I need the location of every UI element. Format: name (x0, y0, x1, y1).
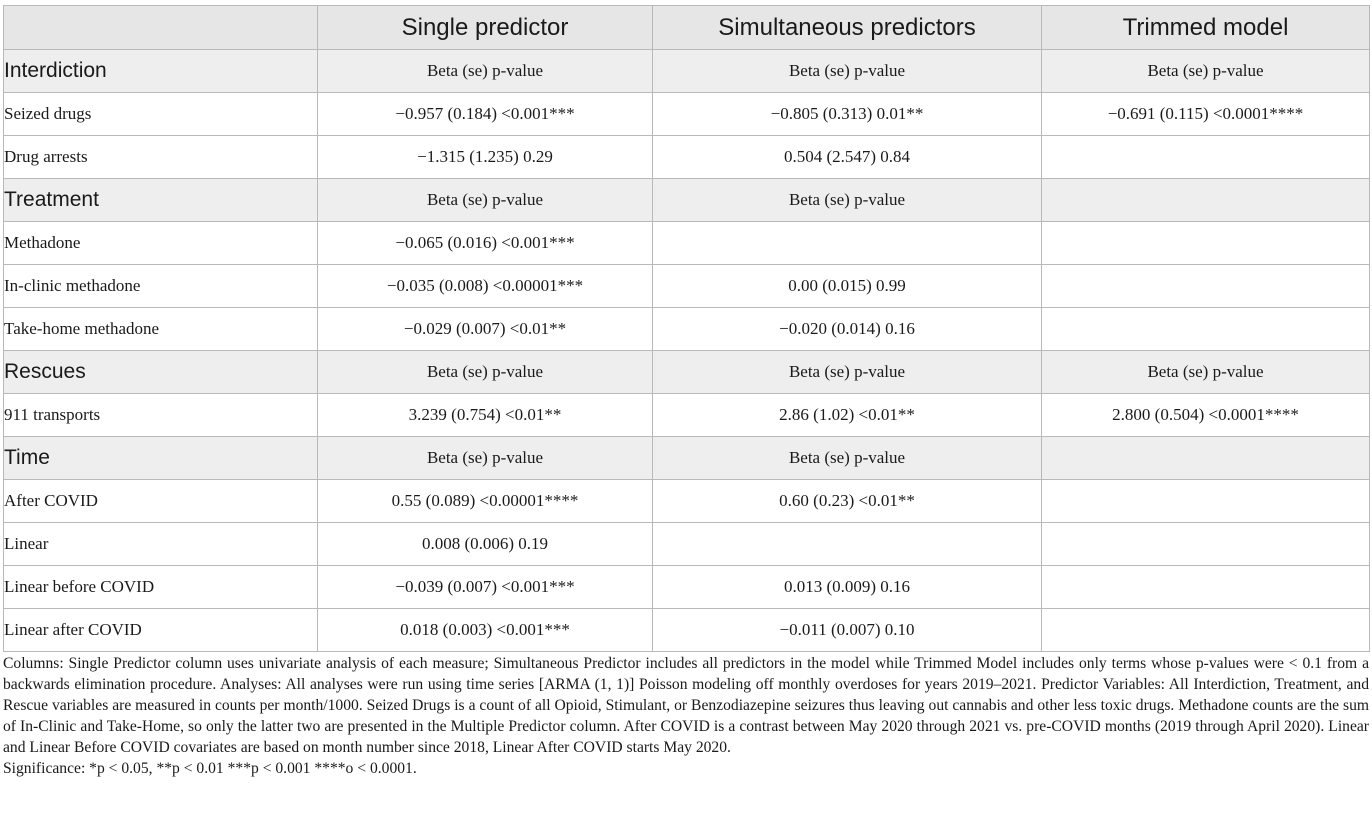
value-cell: −0.065 (0.016) <0.001*** (318, 222, 653, 265)
section-row-treatment (4, 179, 1370, 222)
value-cell: 0.00 (0.015) 0.99 (653, 265, 1042, 308)
row-label: In-clinic methadone (4, 265, 318, 308)
subheader-cell: Beta (se) p-value (318, 179, 653, 222)
value-cell (653, 523, 1042, 566)
section-label: Treatment (4, 179, 318, 222)
row-label: Take-home methadone (4, 308, 318, 351)
section-row-interdiction (4, 50, 1370, 93)
value-cell: −0.020 (0.014) 0.16 (653, 308, 1042, 351)
subheader-cell: Beta (se) p-value (653, 351, 1042, 394)
value-cell: 0.55 (0.089) <0.00001**** (318, 480, 653, 523)
row-label: Linear after COVID (4, 609, 318, 652)
table-header-row (4, 6, 1370, 50)
subheader-cell: Beta (se) p-value (653, 179, 1042, 222)
subheader-cell (1042, 437, 1370, 480)
footnote-text: Columns: Single Predictor column uses univariate analysis of each measure; Simultaneous Predictor includes all predictors in the model while Trimmed Model includes only terms whose p-values were < 0.1 from a backwards elimination procedure. Analyses: All analyses were run using time series [ARMA (1, 1)] Poisson modeling off monthly overdoses for years 2019–2021. Predictor Variables: All Interdiction, Treatment, and Rescue variables are measured in counts per month/1000. Seized Drugs is a count of all Opioid, Stimulant, or Benzodiazepine seizures thus leaving out cannabis and other less toxic drugs. Methadone counts are the sum of In-Clinic and Take-Home, so only the latter two are presented in the Multiple Predictor column. After COVID is a contrast between May 2020 through 2021 vs. pre-COVID months (2019 through April 2020). Linear and Linear Before COVID covariates are based on month number since 2018, Linear After COVID starts May 2020. (3, 655, 1369, 756)
row-label: 911 transports (4, 394, 318, 437)
table-row (4, 308, 1370, 351)
subheader-cell: Beta (se) p-value (318, 351, 653, 394)
row-label: After COVID (4, 480, 318, 523)
subheader-cell: Beta (se) p-value (318, 50, 653, 93)
table-row (4, 609, 1370, 652)
header-blank (4, 6, 318, 50)
significance-note: Significance: *p < 0.05, **p < 0.01 ***p < 0.001 ****o < 0.0001. (3, 760, 417, 777)
results-table (3, 5, 1370, 652)
value-cell (1042, 265, 1370, 308)
subheader-cell: Beta (se) p-value (653, 437, 1042, 480)
table-row (4, 566, 1370, 609)
value-cell (1042, 523, 1370, 566)
table-footnote (3, 653, 1369, 779)
table-row (4, 136, 1370, 179)
row-label: Drug arrests (4, 136, 318, 179)
value-cell: −0.691 (0.115) <0.0001**** (1042, 93, 1370, 136)
value-cell: 2.86 (1.02) <0.01** (653, 394, 1042, 437)
value-cell: −0.035 (0.008) <0.00001*** (318, 265, 653, 308)
subheader-cell: Beta (se) p-value (1042, 351, 1370, 394)
table-row (4, 265, 1370, 308)
section-label: Time (4, 437, 318, 480)
value-cell: 0.504 (2.547) 0.84 (653, 136, 1042, 179)
value-cell: −0.805 (0.313) 0.01** (653, 93, 1042, 136)
value-cell: −0.957 (0.184) <0.001*** (318, 93, 653, 136)
table-row (4, 93, 1370, 136)
subheader-cell: Beta (se) p-value (653, 50, 1042, 93)
row-label: Linear (4, 523, 318, 566)
value-cell (1042, 136, 1370, 179)
value-cell: 0.013 (0.009) 0.16 (653, 566, 1042, 609)
value-cell (1042, 566, 1370, 609)
value-cell (1042, 480, 1370, 523)
value-cell: 0.008 (0.006) 0.19 (318, 523, 653, 566)
table-row (4, 394, 1370, 437)
value-cell: −0.039 (0.007) <0.001*** (318, 566, 653, 609)
value-cell: −0.011 (0.007) 0.10 (653, 609, 1042, 652)
table-row (4, 222, 1370, 265)
value-cell: 3.239 (0.754) <0.01** (318, 394, 653, 437)
value-cell (653, 222, 1042, 265)
value-cell (1042, 308, 1370, 351)
subheader-cell: Beta (se) p-value (318, 437, 653, 480)
section-label: Rescues (4, 351, 318, 394)
value-cell: 0.018 (0.003) <0.001*** (318, 609, 653, 652)
header-single-predictor: Single predictor (318, 6, 653, 50)
table-row (4, 480, 1370, 523)
section-row-rescues (4, 351, 1370, 394)
section-row-time (4, 437, 1370, 480)
value-cell (1042, 222, 1370, 265)
value-cell (1042, 609, 1370, 652)
table-row (4, 523, 1370, 566)
header-simultaneous-predictors: Simultaneous predictors (653, 6, 1042, 50)
subheader-cell (1042, 179, 1370, 222)
header-trimmed-model: Trimmed model (1042, 6, 1370, 50)
value-cell: 2.800 (0.504) <0.0001**** (1042, 394, 1370, 437)
subheader-cell: Beta (se) p-value (1042, 50, 1370, 93)
row-label: Linear before COVID (4, 566, 318, 609)
value-cell: 0.60 (0.23) <0.01** (653, 480, 1042, 523)
value-cell: −0.029 (0.007) <0.01** (318, 308, 653, 351)
value-cell: −1.315 (1.235) 0.29 (318, 136, 653, 179)
section-label: Interdiction (4, 50, 318, 93)
row-label: Seized drugs (4, 93, 318, 136)
row-label: Methadone (4, 222, 318, 265)
